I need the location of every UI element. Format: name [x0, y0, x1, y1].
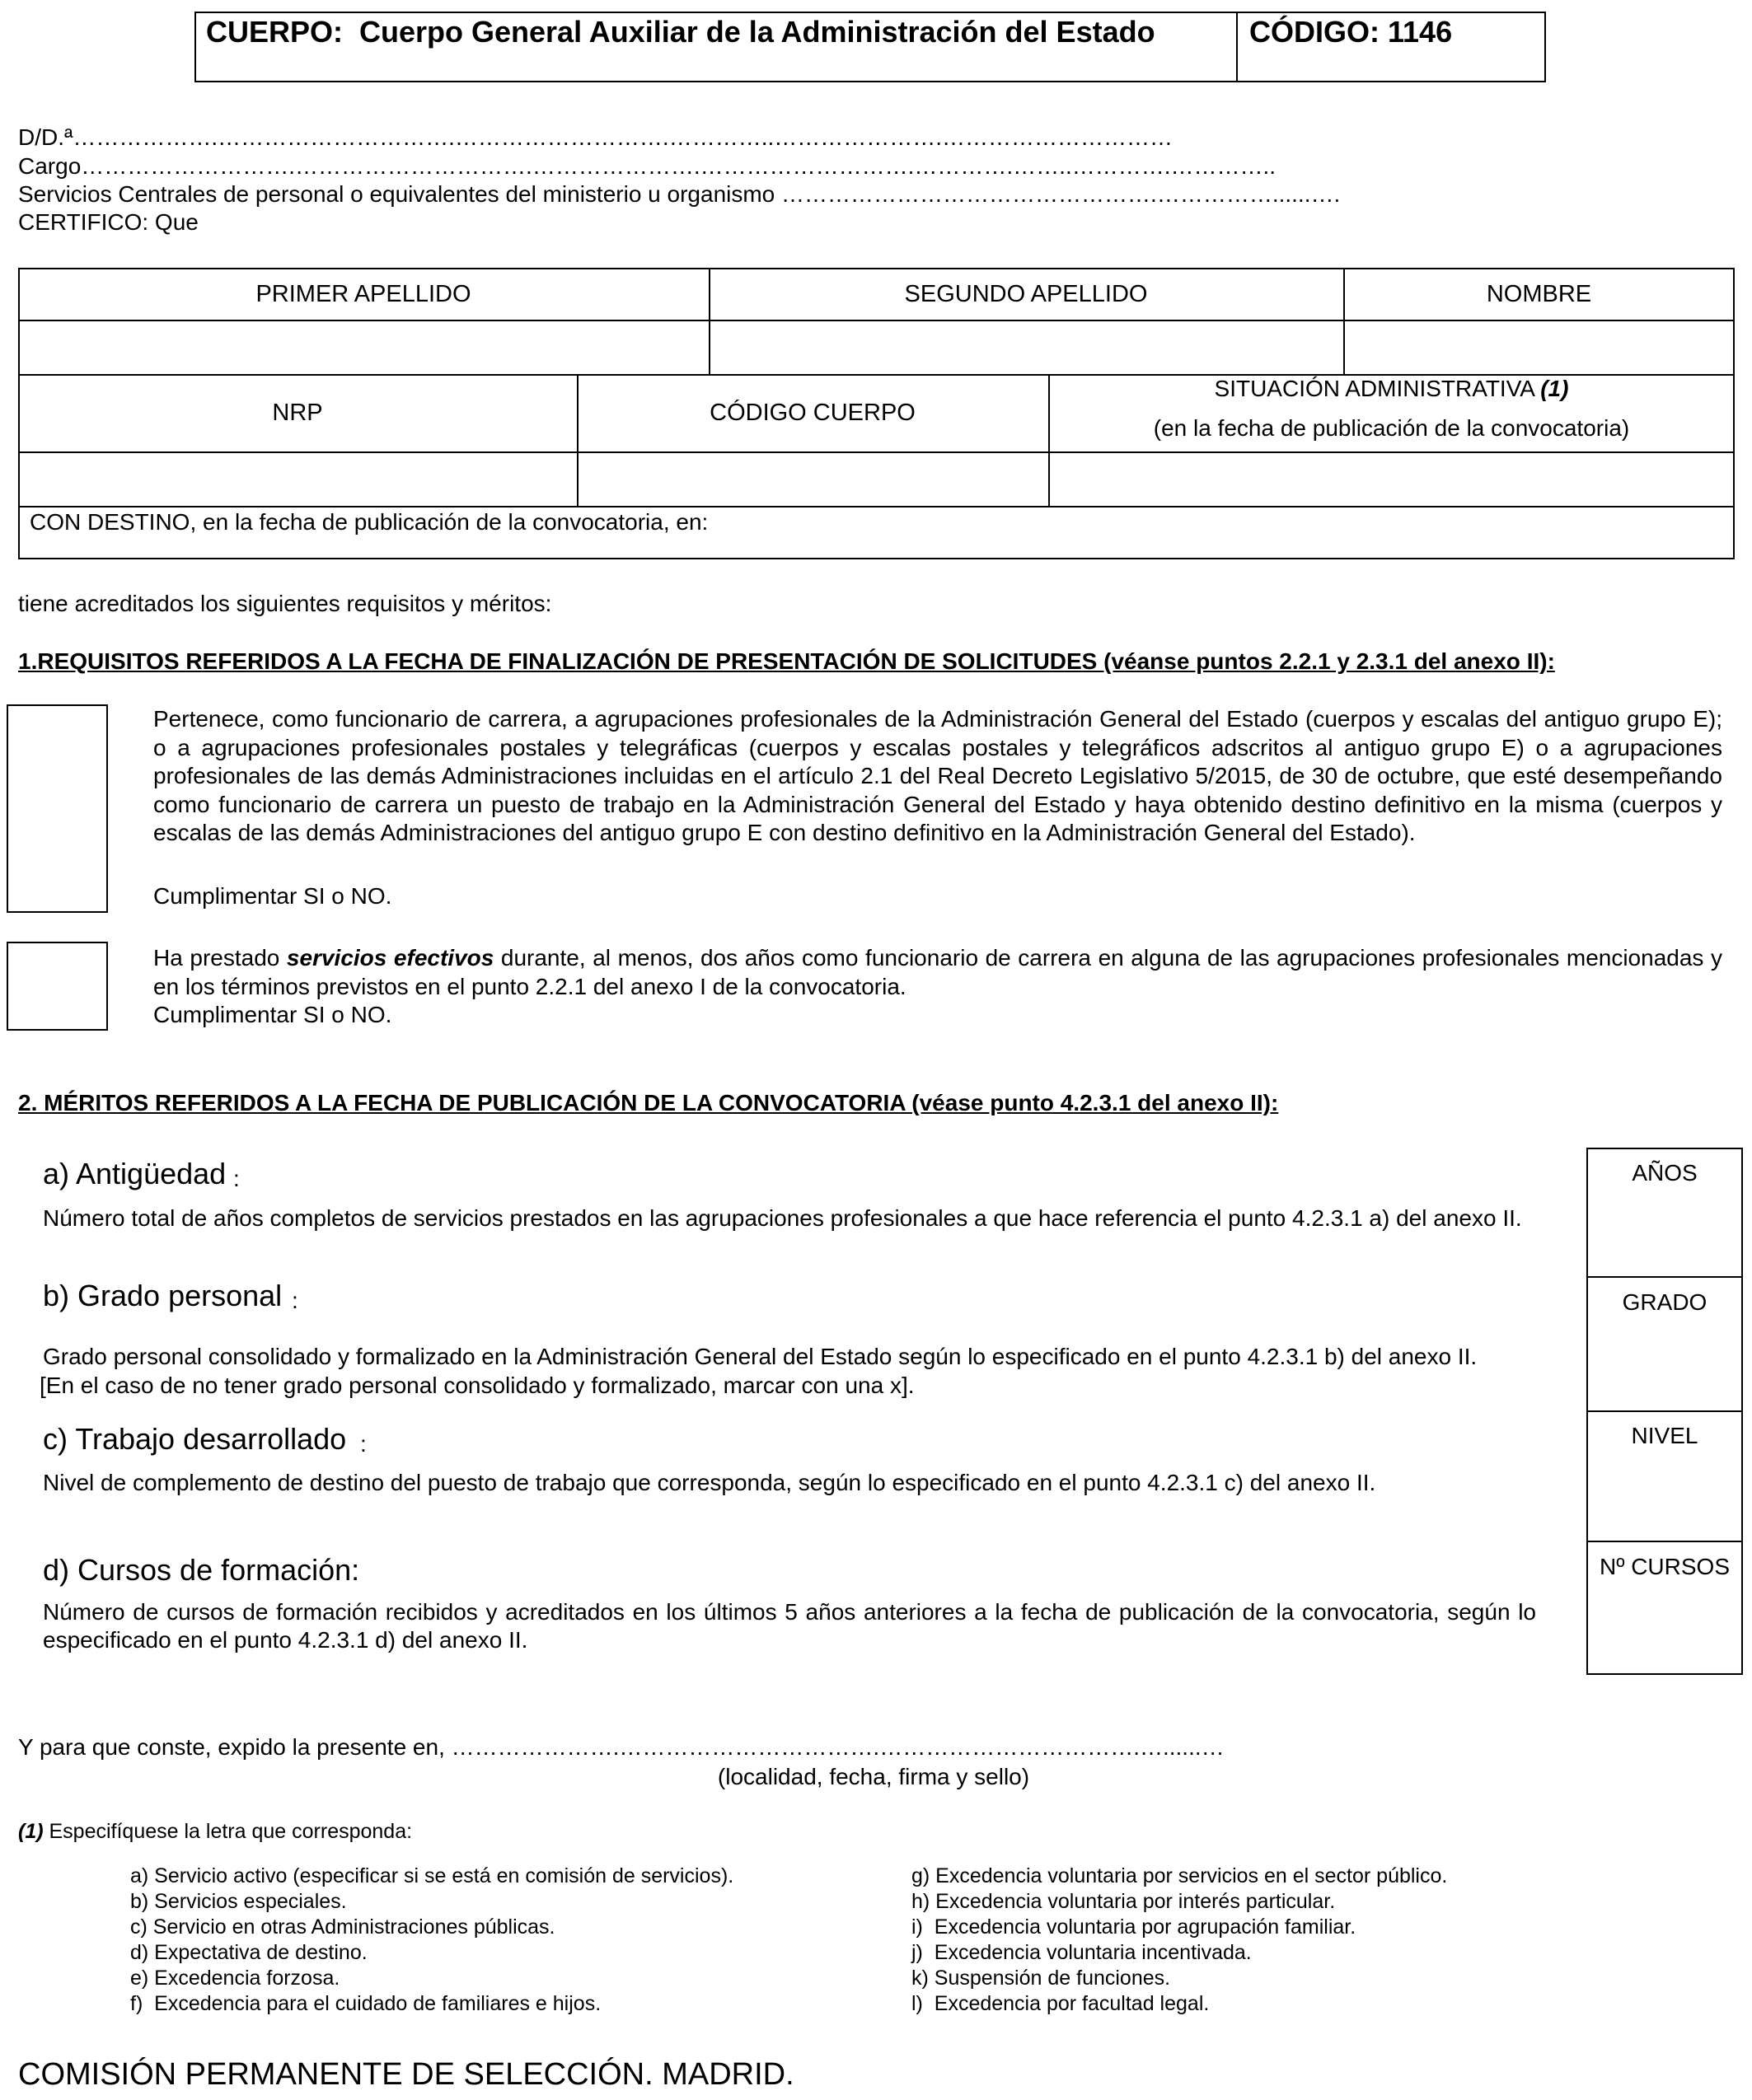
- meritos-box-divider: [1586, 1276, 1743, 1278]
- header-divider: [1236, 12, 1238, 82]
- situacion-title: SITUACIÓN ADMINISTRATIVA: [1214, 376, 1541, 401]
- requisito1-note: Cumplimentar SI o NO.: [153, 883, 392, 909]
- dd-line: D/D.ª……………….………………………….……………………….…………..………………….…………………………: [18, 124, 1173, 150]
- merito-b-text2: [En el caso de no tener grado personal consolidado y formalizado, marcar con una x].: [40, 1373, 915, 1398]
- meritos-box-divider: [1586, 1410, 1743, 1412]
- merito-d-title: d) Cursos de formación:: [43, 1553, 360, 1587]
- footnote-item: g) Excedencia voluntaria por servicios en el sector público.: [911, 1864, 1448, 1887]
- header-codigo-cuerpo: CÓDIGO CUERPO: [710, 400, 916, 426]
- box-cursos-label: Nº CURSOS: [1599, 1554, 1731, 1579]
- cargo-line: Cargo……………………….………………………….………………….……………………….………….……..………….…………..: [18, 153, 1277, 179]
- footnote-item: b) Servicios especiales.: [130, 1890, 347, 1913]
- merito-b-title: b) Grado personal: [43, 1279, 283, 1312]
- situacion-subtitle: (en la fecha de publicación de la convocatoria): [1153, 415, 1630, 441]
- footnote-left-list: [130, 1864, 888, 2017]
- header-primer-apellido: PRIMER APELLIDO: [255, 280, 471, 307]
- footnote-item: j) Excedencia voluntaria incentivada.: [911, 1941, 1252, 1964]
- footnote-item: e) Excedencia forzosa.: [130, 1967, 340, 1990]
- footnote-ref: (1): [18, 1820, 44, 1843]
- table-row-line: [18, 506, 1735, 507]
- meritos-box-divider: [1586, 1541, 1743, 1542]
- header-segundo-apellido: SEGUNDO APELLIDO: [904, 280, 1148, 307]
- footnote-title: [18, 1819, 412, 1845]
- destino-label: CON DESTINO, en la fecha de publicación de la convocatoria, en:: [30, 509, 709, 535]
- box-nivel-label: NIVEL: [1631, 1423, 1698, 1448]
- field-anos[interactable]: [1590, 1190, 1740, 1273]
- field-grado[interactable]: [1590, 1320, 1740, 1407]
- footnote-item: f) Excedencia para el cuidado de familiares e hijos.: [130, 1992, 602, 2015]
- section2-title: 2. MÉRITOS REFERIDOS A LA FECHA DE PUBLICACIÓN DE LA CONVOCATORIA (véase punto 4.2.3.1 del anexo II):: [18, 1090, 1279, 1115]
- servicios-line: Servicios Centrales de personal o equivalentes del ministerio u organismo ………………………………………….……………......….: [18, 181, 1341, 207]
- field-cursos[interactable]: [1590, 1584, 1740, 1672]
- requisito2-note: Cumplimentar SI o NO.: [153, 1002, 392, 1027]
- merito-b-text1: Grado personal consolidado y formalizado en la Administración General del Estado según lo especificado en el punto 4.2.3.1 b) del anexo II.: [43, 1344, 1478, 1369]
- merito-a-text: Número total de años completos de servicios prestados en las agrupaciones profesionales a que hace referencia el punto 4.2.3.1 a) del anexo II.: [43, 1205, 1522, 1231]
- field-nombre[interactable]: [1345, 321, 1733, 372]
- field-primer-apellido[interactable]: [20, 321, 707, 372]
- requisitos-intro: tiene acreditados los siguientes requisitos y méritos:: [18, 591, 552, 616]
- requisito2-emphasis: servicios efectivos: [286, 945, 494, 970]
- cuerpo-title: CUERPO: Cuerpo General Auxiliar de la Administración del Estado: [206, 15, 1155, 49]
- field-codigo-cuerpo[interactable]: [579, 453, 1047, 504]
- requisito1-checkbox[interactable]: [7, 704, 108, 913]
- field-nrp[interactable]: [20, 453, 575, 504]
- footnote-item: c) Servicio en otras Administraciones públicas.: [130, 1915, 555, 1939]
- footer-commission: COMISIÓN PERMANENTE DE SELECCIÓN. MADRID.: [18, 2057, 794, 2092]
- codigo-title: CÓDIGO: 1146: [1249, 15, 1453, 49]
- footnote-item: k) Suspensión de funciones.: [911, 1967, 1171, 1990]
- merito-a-colon: :: [233, 1166, 240, 1191]
- requisito2-text: [153, 943, 1729, 1001]
- footnote-item: i) Excedencia voluntaria por agrupación familiar.: [911, 1915, 1356, 1939]
- requisito2-checkbox[interactable]: [7, 942, 108, 1031]
- requisito2-post: durante, al menos, dos años como funcionario de carrera en alguna de las agrupaciones profesionales mencionadas y en los términos previstos en el punto 2.2.1 del anexo I de la convocatoria.: [153, 945, 1729, 999]
- closing-line: Y para que conste, expido la presente en, ………………….…………………………….…………………………….…......…: [18, 1734, 1225, 1760]
- requisito1-text: Pertenece, como funcionario de carrera, a agrupaciones profesionales de la Administración General del Estado (cuerpos y escalas del antiguo grupo E); o a agrupaciones profesionales postales y telegráficas (cuerpos y escalas postales y telegráficos adscritos al antiguo grupo E) o a agrupaciones profesionales de las demás Administraciones incluidas en el artículo 2.1 del Real Decreto Legislativo 5/2015, de 30 de octubre, que esté desempeñando como funcionario de carrera un puesto de trabajo en la Administración General del Estado y haya obtenido destino definitivo en la misma (cuerpos y escalas de las demás Administraciones del antiguo grupo E con destino definitivo en la Administración General del Estado).: [153, 706, 1722, 846]
- situacion-ref: (1): [1540, 376, 1569, 401]
- header-nombre: NOMBRE: [1486, 280, 1592, 307]
- certifico-line: CERTIFICO: Que: [18, 209, 199, 235]
- box-anos-label: AÑOS: [1632, 1160, 1698, 1186]
- closing-sub: (localidad, fecha, firma y sello): [717, 1764, 1030, 1789]
- merito-a-title: a) Antigüedad: [43, 1157, 227, 1190]
- box-grado-label: GRADO: [1622, 1289, 1707, 1315]
- requisito2-pre: Ha prestado: [153, 945, 287, 970]
- field-situacion[interactable]: [1050, 453, 1733, 504]
- header-nrp: NRP: [272, 400, 323, 426]
- footnote-item: d) Expectativa de destino.: [130, 1941, 368, 1964]
- merito-c-text: Nivel de complemento de destino del puesto de trabajo que corresponda, según lo especificado en el punto 4.2.3.1 c) del anexo II.: [43, 1470, 1376, 1495]
- merito-d-text: Número de cursos de formación recibidos y acreditados en los últimos 5 años anteriores a la fecha de publicación de la convocatoria, según lo especificado en el punto 4.2.3.1 d) del anexo II.: [43, 1599, 1536, 1653]
- section1-title: 1.REQUISITOS REFERIDOS A LA FECHA DE FINALIZACIÓN DE PRESENTACIÓN DE SOLICITUDES (véanse puntos 2.2.1 y 2.3.1 del anexo II):: [18, 648, 1555, 674]
- footnote-item: h) Excedencia voluntaria por interés particular.: [911, 1890, 1336, 1913]
- footnote-item: l) Excedencia por facultad legal.: [911, 1992, 1210, 2015]
- merito-b-colon: :: [292, 1288, 298, 1313]
- footnote-item: a) Servicio activo (especificar si se está en comisión de servicios).: [130, 1864, 734, 1887]
- field-segundo-apellido[interactable]: [710, 321, 1342, 372]
- merito-c-colon: :: [360, 1431, 367, 1457]
- field-nivel[interactable]: [1590, 1453, 1740, 1537]
- footnote-title-text: Especifíquese la letra que corresponda:: [43, 1820, 413, 1843]
- header-situacion: [1048, 375, 1735, 402]
- footnote-right-list: [911, 1864, 1736, 2017]
- merito-c-title: c) Trabajo desarrollado: [43, 1422, 347, 1456]
